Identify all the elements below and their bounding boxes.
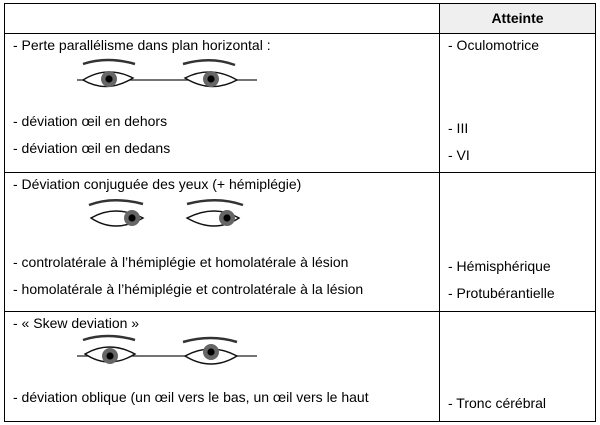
row1-item2-text: - déviation œil en dedans bbox=[13, 140, 171, 156]
header-atteinte: Atteinte bbox=[440, 4, 595, 33]
eyes-level-illustration bbox=[77, 56, 257, 100]
left-eye-icon bbox=[83, 60, 135, 87]
row3-item1-atteinte: - Tronc cérébral bbox=[448, 395, 547, 411]
column-divider bbox=[439, 4, 440, 421]
row-divider bbox=[5, 172, 595, 173]
row-divider bbox=[5, 33, 595, 34]
row1-title: - Perte parallélisme dans plan horizontal : bbox=[13, 37, 271, 53]
row1-item1-atteinte: - III bbox=[448, 120, 469, 136]
row3-title: - « Skew deviation » bbox=[13, 315, 140, 331]
row1-item1-text: - déviation œil en dehors bbox=[13, 113, 168, 129]
right-eye-icon bbox=[183, 338, 237, 364]
row1-item2-atteinte: - VI bbox=[448, 147, 470, 163]
row2-item1-text: - controlatérale à l’hémiplégie et homolatérale à lésion bbox=[13, 254, 349, 270]
row2-item1-atteinte: - Hémisphérique bbox=[448, 258, 551, 274]
row3-item1-text: - déviation oblique (un œil vers le bas, un œil vers le haut bbox=[13, 389, 369, 405]
eyes-skew-illustration bbox=[77, 334, 257, 378]
right-eye-icon bbox=[187, 200, 243, 226]
row2-title: - Déviation conjuguée des yeux (+ hémiplégie) bbox=[13, 176, 302, 192]
row1-atteinte-title: - Oculomotrice bbox=[448, 37, 540, 53]
row2-item2-atteinte: - Protubérantielle bbox=[448, 285, 555, 301]
header-cell-empty bbox=[5, 4, 439, 33]
row-divider bbox=[5, 311, 595, 312]
left-eye-icon bbox=[83, 336, 135, 364]
left-eye-icon bbox=[89, 200, 143, 226]
row2-item2-text: - homolatérale à l’hémiplégie et controlatérale à la lésion bbox=[13, 281, 364, 297]
deviation-table bbox=[4, 3, 596, 422]
eyes-sideways-illustration bbox=[83, 196, 263, 240]
right-eye-icon bbox=[183, 60, 237, 87]
